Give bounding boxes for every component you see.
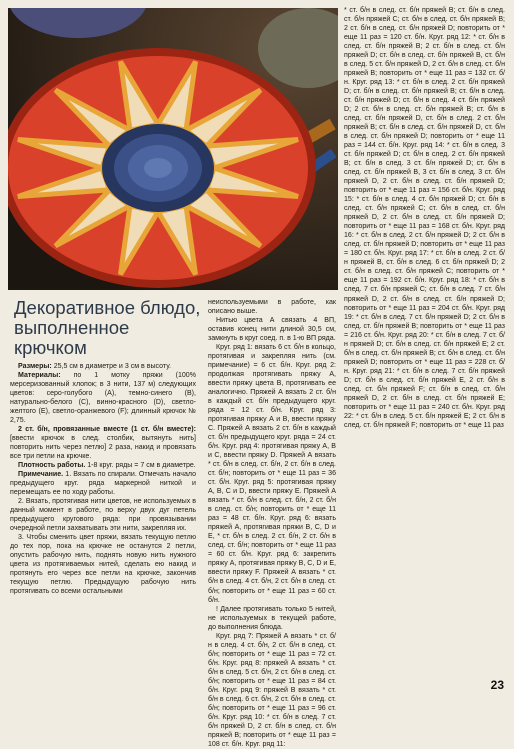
paragraph bbox=[10, 362, 196, 371]
paragraph-lead: Размеры: bbox=[18, 363, 52, 370]
paragraph-text: [ввести крючок в след. столбик, вытянуть нить] повторить нить через петлю] 2 раза, накид и провязать все три петли на крючке. bbox=[10, 435, 196, 461]
paragraph-text: 1-8 круг. ряды = 7 см в диаметре. bbox=[85, 462, 196, 470]
paragraph bbox=[10, 461, 196, 470]
paragraph-lead: Плотность работы. bbox=[18, 462, 86, 470]
paragraph: неиспользуемыми в работе, как описано выше. bbox=[208, 299, 336, 316]
column-left bbox=[10, 362, 196, 596]
paragraph-text: 1. Вязать по спирали. Отмечать начало предыдущего круг. ряда маркерной ниткой и перемещать ее по ходу работы. bbox=[10, 471, 196, 497]
paragraph-lead: Материалы: bbox=[18, 372, 61, 380]
paragraph bbox=[10, 470, 196, 497]
paragraph bbox=[10, 425, 196, 461]
article-title: Декоративное блюдо, выполненное крючком bbox=[14, 297, 201, 358]
paragraph bbox=[10, 533, 196, 596]
column-middle bbox=[208, 298, 336, 749]
paragraph bbox=[10, 371, 196, 425]
paragraph: Нитью цвета А связать 4 ВП, оставив конец нити длиной 30,5 см, замкнуть в круг соед. п. в 1-ю ВП ряда. bbox=[208, 317, 336, 343]
photo-crochet-plate bbox=[8, 8, 338, 290]
paragraph-text: 3. Чтобы сменить цвет пряжи, вязать текущую петлю до тех пор, пока на крючке не останутся 2 петли, опустить рабочую нить, поднять новую нить нужного цвета из протягиваемых нитей, сделать ею накид и протянуть его через все петли на крючке, закончив текущую петлю. Предыдущую рабочую нить протягивать со всеми остальными bbox=[10, 534, 196, 596]
paragraph-lead: 2 ст. б/н, провязанные вместе (1 ст. б/н вместе): bbox=[18, 426, 196, 434]
paragraph-text: 2. Вязать, протягивая нити цветов, не используемых в данный момент в работе, по верху двух дуг петель предыдущего кругового ряда: при провязывании очередной петли захватывать эти нити, закрепляя их. bbox=[10, 498, 196, 533]
paragraph-text: 25,5 см в диаметре и 3 см в высоту. bbox=[51, 363, 171, 370]
paragraph: Круг. ряд 1: вязать 6 ст. б/н в кольцо, протягивая и закрепляя нить (см. примечание) = 6 ст. б/н. Круг. ряд 2: продолжая протягивать пряжу А, ввести пряжу цвета В, протягивать ее аналогично. Пряжей А вязать 2 ст. б/н в каждый ст. б/н предыдущего круг. ряда = 12 ст. б/н. Круг. ряд 3: протягивая пряжу А и В, ввести пряжу С. Пряжей А вязать 2 ст. б/н в каждый ст. б/н предыдущего круг. ряда = 24 ст. б/н. Круг. ряд 4: протягивая пряжу А, В и С, ввести пряжу D. Пряжей А вязать * ст. б/н в след. ст. б/н, 2 ст. б/н в след. ст. б/н; повторить от * еще 11 раз = 36 ст. б/н. Круг. ряд 5: протягивая пряжу А, В, С и D, ввести пряжу Е. Пряжей А вязать * ст. б/н в след. ст. б/н, 2 ст. б/н в след. ст. б/н; повторить от * еще 11 раз = 48 ст. б/н. Круг. ряд 6: вязать пряжей А, протягивая пряжи В, С, D и Е, * ст. б/н в след. 2 ст. б/н, 2 ст. б/н в след. ст. б/н; повторить от * еще 11 раз = 60 ст. б/н. Круг. ряд 6: закрепить пряжу А, протягивая пряжу В, С, D и Е, ввести пряжу F. Пряжей А вязать * ст. б/н в след. 4 ст. б/н, 2 ст. б/н в след. ст. б/н; повторить от * еще 11 раз = 60 ст. б/н. bbox=[208, 344, 336, 604]
paragraph: ! Далее протягивать только 5 нитей, не используемых в текущей работе, до выполнения блюда. bbox=[208, 605, 336, 631]
paragraph-lead: Примечание. bbox=[18, 471, 64, 479]
paragraph-text: по 1 мотку пряжи (100% мерсеризованный хлопок; в 3 нити, 137 м) следующих цветов: серо-голубого (А), темно-синего (В), натурально-белого (C), винно-красного (D), светло-желтого (E), светло-оранжевого (F); длинный крючок № 2,75. bbox=[10, 372, 196, 425]
page-number: 23 bbox=[490, 678, 504, 692]
paragraph bbox=[10, 497, 196, 533]
column-right: * ст. б/н в след. ст. б/н пряжей В; ст. б/н в след. ст. б/н пряжей С; ст. б/н в след. ст. б/н пряжей В; 2 ст. б/н в след. ст. б/н пряжей D; повторить от * еще 11 раз = 120 ст. б/н. Круг. ряд 12: * ст. б/н в след. ст. б/н пряжей В; 2 ст. б/н в след. ст. б/н пряжей D; ст. б/н в след. ст. б/н пряжей В, ст. б/н в след. 5 ст. б/н пряжей D, 2 ст. б/н в след. ст. б/н пряжей В; повторить от * еще 11 раз = 132 ст. б/н. Круг. ряд 13: * ст. б/н в след. 2 ст. б/н пряжей D; ст. б/н в след. ст. б/н пряжей В; ст. б/н в след. ст. б/н пряжей D; ст. б/н в след. 4 ст. б/н пряжей D; 2 ст. б/н в след. ст. б/н пряжей В; ст. б/н в след. ст. б/н пряжей D, ст. б/н в след. 2 ст. б/н пряжей В; ст. б/н в след. ст. б/н пряжей D, ст. б/н в след. ст. б/н пряжей D; повторить от * еще 11 раз = 144 ст. б/н. Круг. ряд 14: * ст. б/н в след. 3 ст. б/н пряжей D; ст. б/н в след. 2 ст. б/н пряжей В; ст. б/н в след. 3 ст. б/н пряжей D; ст. б/н в след. ст. б/н пряжей В, 3 ст. б/н в след. 3 ст. б/н пряжей D, 2 ст. б/н в след. ст. б/н пряжей D; повторить от * еще 11 раз = 156 ст. б/н. Круг. ряд 15: * ст. б/н в след. 4 ст. б/н пряжей D; ст. б/н в след. ст. б/н пряжей С; ст. б/н в след. ст. б/н пряжей D, 2 ст. б/н в след. ст. б/н пряжей D; повторить от * еще 11 раз = 168 ст. б/н. Круг. ряд 16: * ст. б/н в след. 2 ст. б/н пряжей D; 2 ст. б/н в след. ст. б/н пряжей D; повторить от * еще 11 раз = 180 ст. б/н. Круг. ряд 17: * ст. б/н в след. 2 ст. б/н пряжей В, ст. б/н в след. 6 ст. б/н пряжей D; 2 ст. б/н в след. ст. б/н пряжей С; повторить от * еще 11 раз = 192 ст. б/н. Круг. ряд 18: * ст. б/н в след. 7 ст. б/н пряжей С; ст. б/н в след. 7 ст. б/н пряжей D, 2 ст. б/н в след. ст. б/н пряжей D; повторить от * еще 11 раз = 204 ст. б/н. Круг. ряд 19: * ст. б/н в след. 7 ст. б/н пряжей D; 2 ст. б/н в след. ст. б/н пряжей В; повторить от * еще 11 раз = 216 ст. б/н. Круг. ряд 20: * ст. б/н в след. 7 ст. б/н пряжей D; ст. б/н в след. ст. б/н пряжей Е; 2 ст. б/н в след. ст. б/н пряжей В; ст. б/н в след. ст. б/н пряжей D; повторить от * еще 11 раз = 228 ст. б/н. Круг. ряд 21: * ст. б/н в след. 7 ст. б/н пряжей D; ст. б/н в след. ст. б/н пряжей Е, 2 ст. б/н в след. ст. б/н пряжей F; ст. б/н в след. ст. б/н пряжей D, 2 ст. б/н в след. ст. б/н пряжей Е; повторить от * еще 11 раз = 240 ст. б/н. Круг. ряд 22: * ст. б/н в след. 5 ст. б/н пряжей Е; 2 ст. б/н в след. ст. б/н пряжей F; повторить от * еще 11 раз bbox=[344, 7, 505, 429]
paragraph: Круг. ряд 7: Пряжей А вязать * ст. б/н в след. 4 ст. б/н, 2 ст. б/н в след. ст. б/н; повторить от * еще 11 раз = 72 ст. б/н. Круг. ряд 8: пряжей А вязать * ст. б/н в след. 5 ст. б/н, 2 ст. б/н в след. ст. б/н; повторить от * еще 11 раз = 84 ст. б/н. Круг. ряд 9: пряжей В вязать * ст. б/н в след. 6 ст. б/н, 2 ст. б/н в след. ст. б/н; повторить от * еще 11 раз = 96 ст. б/н. Круг. ряд 10: * ст. б/н в след. 7 ст. б/н пряжей D, 2 ст. б/н в след. ст. б/н пряжей В; повторить от * еще 11 раз = 108 ст. б/н. Круг. ряд 11: bbox=[208, 632, 336, 748]
